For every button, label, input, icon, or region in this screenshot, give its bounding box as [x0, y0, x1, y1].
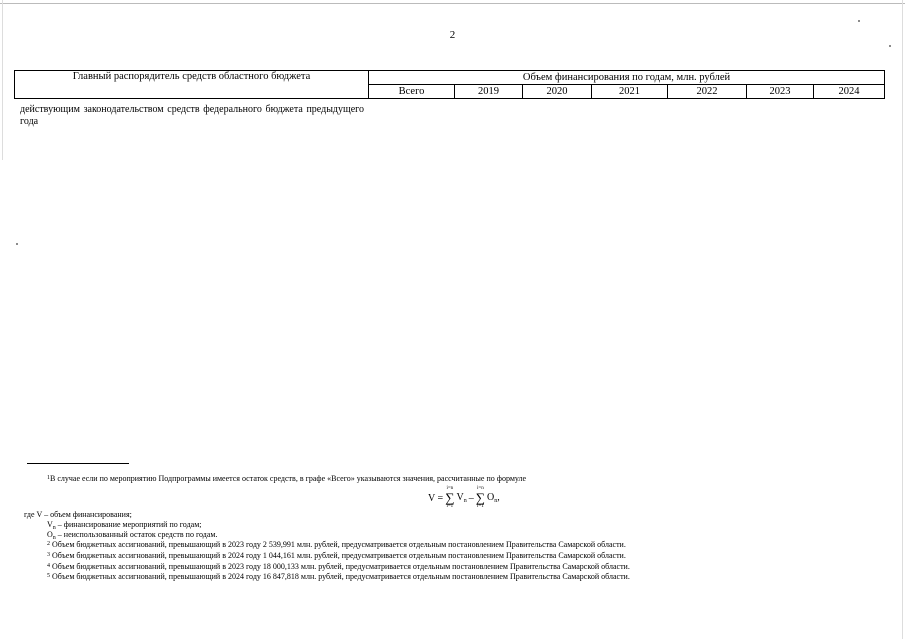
footnote-5 — [47, 572, 630, 582]
funding-column-header: Объем финансирования по годам, млн. рублей — [369, 71, 885, 85]
total-column-header: Всего — [369, 85, 455, 99]
footnote-3 — [47, 551, 626, 561]
formula-minus: – — [468, 492, 474, 504]
year-column-header: 2019 — [455, 85, 523, 99]
scan-speck — [16, 243, 18, 245]
scan-speck — [858, 20, 860, 22]
page-number: 2 — [449, 29, 456, 41]
footnote-on-line: $O_n$ – неиспользованный остаток средств по годам. — [47, 530, 218, 541]
formula — [428, 486, 500, 510]
footnote-mark: 1 — [47, 475, 50, 481]
footnote-text: В случае если по мероприятию Подпрограммы имеется остаток средств, в графе «Всего» указываются значения, рассчитанные по формуле — [50, 474, 527, 483]
year-column-header: 2021 — [592, 85, 668, 99]
footnote-text: Объем бюджетных ассигнований, превышающий в 2024 году 1 044,161 млн. рублей, предусматривается отдельным постановлением Правительства Самарской области. — [50, 551, 626, 560]
year-column-header: 2022 — [668, 85, 747, 99]
footnote-mark: 5 — [47, 573, 50, 579]
footnote-text: Объем бюджетных ассигнований, превышающий в 2024 году 16 847,818 млн. рублей, предусматривается отдельным постановлением Правительства Самарской области. — [50, 572, 630, 581]
footnote-separator — [27, 463, 129, 464]
sum-symbol: i=n ∑ i=1 — [475, 486, 485, 509]
scan-edge-right — [902, 0, 903, 639]
footnote-text: Объем бюджетных ассигнований, превышающий в 2023 году 18 000,133 млн. рублей, предусматривается отдельным постановлением Правительства Самарской области. — [50, 562, 630, 571]
formula-lhs: V = — [428, 492, 444, 504]
year-column-header: 2020 — [523, 85, 592, 99]
footnote-vn-line: $V_n$ – финансирование мероприятий по годам; — [47, 520, 202, 531]
footnote-4 — [47, 562, 630, 572]
scan-edge-top — [0, 3, 905, 4]
year-column-header: 2024 — [814, 85, 885, 99]
footnote-1 — [47, 474, 526, 484]
formula-term-v: $V_n$ — [456, 492, 467, 504]
continuation-text: действующим законодательством средств федерального бюджета предыдущего года — [20, 104, 364, 127]
footnote-mark: 3 — [47, 552, 50, 558]
scan-edge-left — [2, 0, 3, 160]
scan-speck — [889, 45, 891, 47]
footnote-where-line: где V – объем финансирования; — [24, 510, 132, 519]
year-column-header: 2023 — [747, 85, 814, 99]
footnote-mark: 4 — [47, 563, 50, 569]
footnote-2 — [47, 540, 626, 550]
footnote-mark: 2 — [47, 541, 50, 547]
funding-table-header — [14, 70, 885, 99]
formula-term-o: $O_n$, — [486, 492, 500, 504]
sum-symbol: i=n ∑ i=1 — [445, 486, 455, 509]
footnote-text: Объем бюджетных ассигнований, превышающий в 2023 году 2 539,991 млн. рублей, предусматривается отдельным постановлением Правительства Самарской области. — [50, 540, 626, 549]
distributor-column-header: Главный распорядитель средств областного бюджета — [15, 71, 369, 99]
